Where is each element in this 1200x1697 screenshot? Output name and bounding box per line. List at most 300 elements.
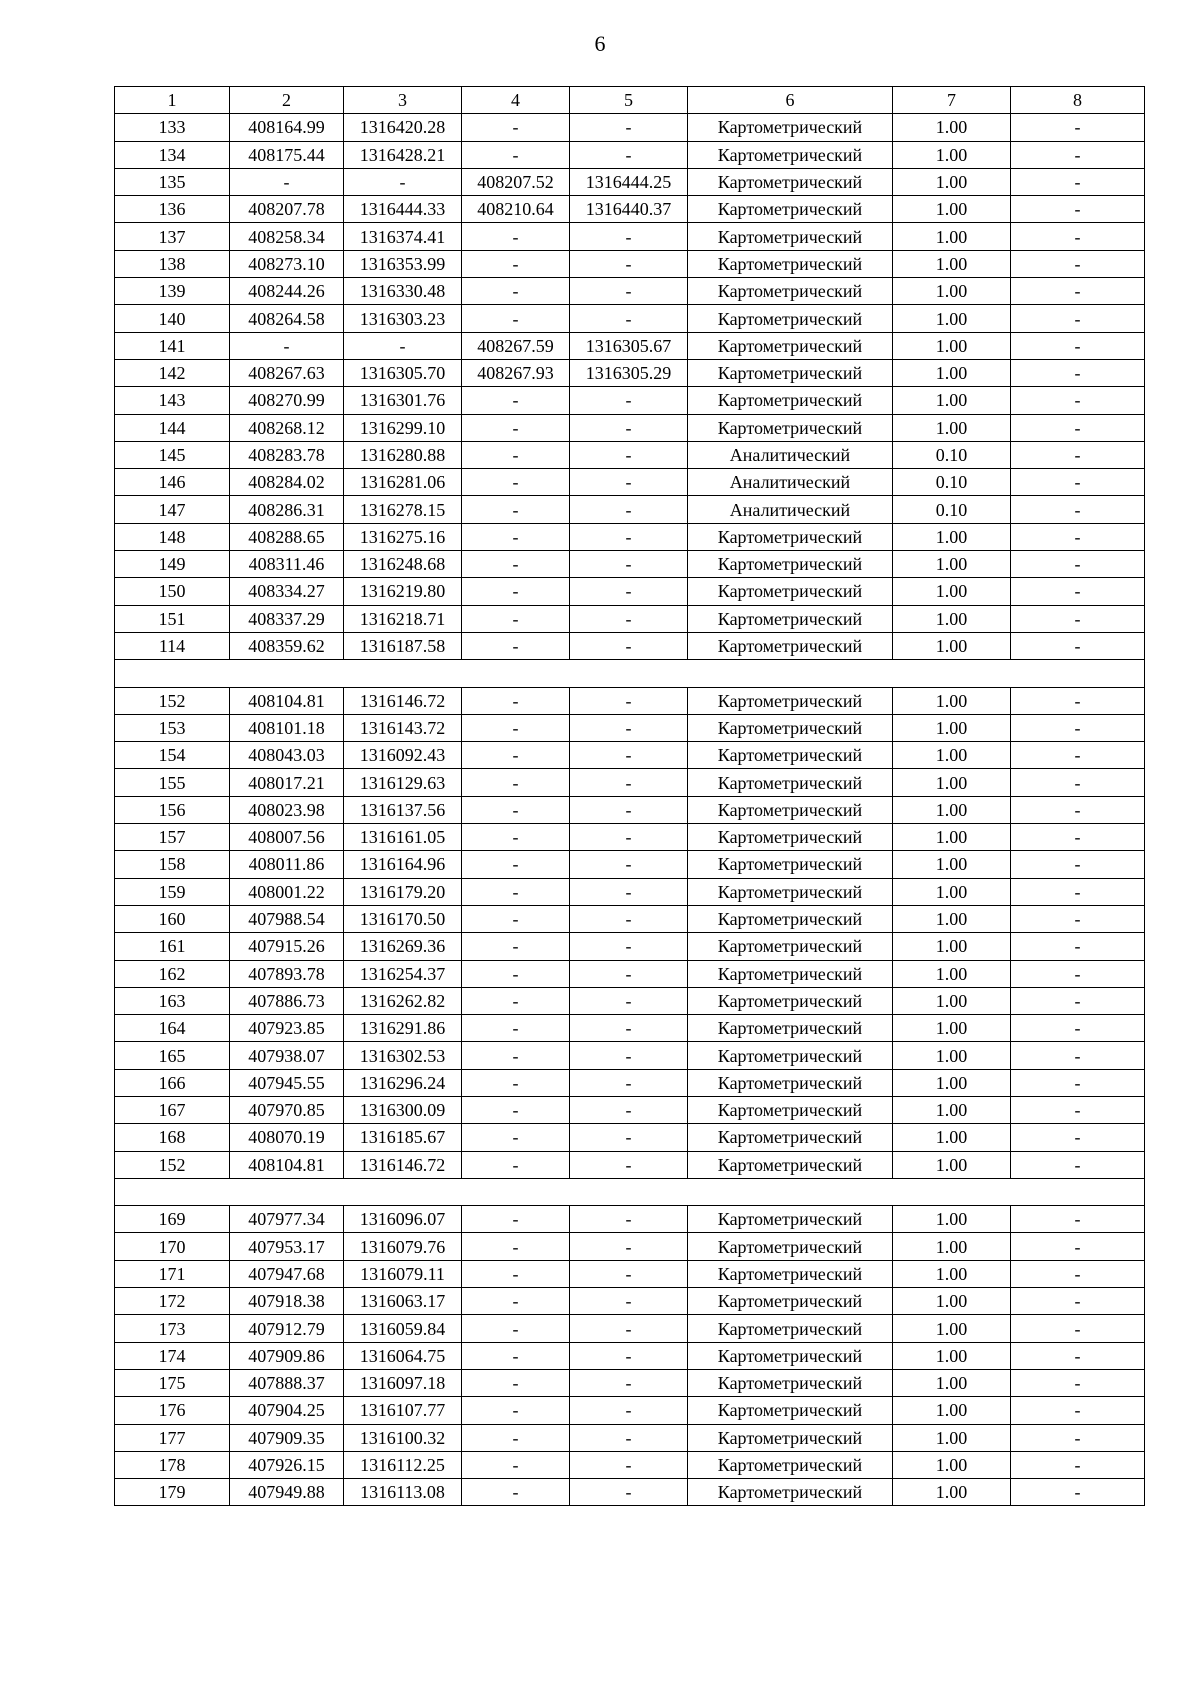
table-cell: 1316107.77 [344,1397,462,1424]
table-cell: - [1011,578,1145,605]
table-cell: 164 [115,1015,230,1042]
table-cell: - [462,387,570,414]
table-cell [230,1178,344,1205]
table-cell: 1.00 [893,1233,1011,1260]
table-cell: 168 [115,1124,230,1151]
table-cell: 1.00 [893,824,1011,851]
table-cell: - [462,469,570,496]
table-cell: - [1011,878,1145,905]
table-cell: Картометрический [688,141,893,168]
table-cell: 136 [115,196,230,223]
table-cell: 1316164.96 [344,851,462,878]
table-cell: 1.00 [893,878,1011,905]
table-cell: 1316353.99 [344,250,462,277]
table-cell: 1316444.33 [344,196,462,223]
table-row [115,1342,1145,1369]
table-cell: Картометрический [688,305,893,332]
table-cell: 1.00 [893,578,1011,605]
table-cell: 133 [115,114,230,141]
table-cell: - [462,987,570,1014]
table-cell: - [1011,168,1145,195]
table-cell: 167 [115,1096,230,1123]
table-cell: 165 [115,1042,230,1069]
table-cell: - [462,141,570,168]
table-cell: - [462,878,570,905]
table-cell: - [462,1260,570,1287]
table-cell: - [1011,632,1145,659]
table-cell: 1316296.24 [344,1069,462,1096]
table-cell: 1.00 [893,1288,1011,1315]
table-cell: - [1011,1042,1145,1069]
table-cell: 1316161.05 [344,824,462,851]
table-cell: 140 [115,305,230,332]
column-header: 4 [462,87,570,114]
table-cell: Аналитический [688,496,893,523]
table-cell: - [1011,441,1145,468]
table-row [115,414,1145,441]
table-cell: 162 [115,960,230,987]
table-cell: 175 [115,1369,230,1396]
table-cell: Картометрический [688,714,893,741]
table-cell: Картометрический [688,960,893,987]
table-cell [230,660,344,687]
table-cell: - [1011,1424,1145,1451]
table-cell: - [462,687,570,714]
table-cell: - [570,305,688,332]
table-cell: - [1011,523,1145,550]
table-cell: - [570,987,688,1014]
table-cell: 407953.17 [230,1233,344,1260]
table-cell: 408334.27 [230,578,344,605]
table-cell: - [462,605,570,632]
table-row [115,905,1145,932]
table-cell: - [1011,305,1145,332]
table-cell: 1316444.25 [570,168,688,195]
table-cell: - [570,523,688,550]
table-cell: 1.00 [893,223,1011,250]
table-cell: - [1011,1479,1145,1506]
table-cell: - [462,1315,570,1342]
table-cell: Картометрический [688,414,893,441]
column-header: 6 [688,87,893,114]
table-cell: 1.00 [893,1069,1011,1096]
table-cell: - [570,114,688,141]
table-cell: - [1011,1233,1145,1260]
table-cell: 408267.59 [462,332,570,359]
table-cell: 153 [115,714,230,741]
table-cell: 407945.55 [230,1069,344,1096]
table-cell: - [570,796,688,823]
table-cell: Картометрический [688,1315,893,1342]
table-cell: - [570,1397,688,1424]
table-row [115,1260,1145,1287]
table-cell: 408001.22 [230,878,344,905]
table-cell: Картометрический [688,905,893,932]
table-cell: - [1011,1315,1145,1342]
table-cell: - [570,605,688,632]
table-cell: 1316092.43 [344,742,462,769]
table-cell: - [570,878,688,905]
table-cell: 1316303.23 [344,305,462,332]
table-cell: 173 [115,1315,230,1342]
table-cell: 1.00 [893,387,1011,414]
table-cell: 408017.21 [230,769,344,796]
table-cell: - [462,523,570,550]
table-row [115,551,1145,578]
table-cell: - [1011,933,1145,960]
table-cell [893,660,1011,687]
table-cell: 1316129.63 [344,769,462,796]
table-row [115,1042,1145,1069]
table-row [115,469,1145,496]
table-cell: - [1011,1151,1145,1178]
table-cell: Картометрический [688,196,893,223]
table-cell: 1316170.50 [344,905,462,932]
table-row [115,960,1145,987]
table-cell: 408007.56 [230,824,344,851]
table-cell: - [570,1260,688,1287]
table-cell: - [1011,742,1145,769]
table-cell: 408258.34 [230,223,344,250]
table-cell: - [344,332,462,359]
table-cell [570,660,688,687]
table-cell: - [1011,141,1145,168]
table-cell: - [570,387,688,414]
table-cell: - [462,278,570,305]
table-cell: 1.00 [893,1315,1011,1342]
table-cell: 142 [115,359,230,386]
column-header: 7 [893,87,1011,114]
table-cell: 152 [115,1151,230,1178]
table-cell: Картометрический [688,687,893,714]
table-cell: 408268.12 [230,414,344,441]
table-cell: 0.10 [893,469,1011,496]
table-cell: 141 [115,332,230,359]
table-cell: 1.00 [893,250,1011,277]
table-cell: - [570,714,688,741]
table-cell: 1.00 [893,796,1011,823]
table-row [115,250,1145,277]
table-cell: - [1011,1124,1145,1151]
table-cell: 1.00 [893,332,1011,359]
table-cell: - [570,1096,688,1123]
table-row [115,496,1145,523]
table-cell [688,660,893,687]
table-cell: Картометрический [688,1369,893,1396]
table-cell: - [462,305,570,332]
table-cell: 151 [115,605,230,632]
table-row [115,523,1145,550]
table-cell: 1316262.82 [344,987,462,1014]
table-cell: 1.00 [893,1342,1011,1369]
table-cell: - [570,1315,688,1342]
table-row [115,824,1145,851]
table-row [115,1015,1145,1042]
table-cell: 1.00 [893,141,1011,168]
table-cell: - [462,1124,570,1151]
coordinates-table [114,86,1145,1506]
table-cell: 1.00 [893,1424,1011,1451]
table-cell: 407947.68 [230,1260,344,1287]
table-cell [115,660,230,687]
table-cell: 1316269.36 [344,933,462,960]
table-row [115,1451,1145,1478]
table-cell: Картометрический [688,987,893,1014]
table-cell: 1.00 [893,1096,1011,1123]
table-cell: Картометрический [688,632,893,659]
table-cell [1011,660,1145,687]
table-cell: - [1011,196,1145,223]
table-cell: 1316096.07 [344,1206,462,1233]
table-cell: 1.00 [893,987,1011,1014]
table-row [115,1096,1145,1123]
table-cell: 158 [115,851,230,878]
table-cell: - [570,1451,688,1478]
table-cell: - [1011,469,1145,496]
table-cell: - [570,1042,688,1069]
table-cell: - [462,578,570,605]
table-cell: - [1011,1342,1145,1369]
table-cell: Картометрический [688,1042,893,1069]
table-cell: 166 [115,1069,230,1096]
table-cell: 143 [115,387,230,414]
table-cell: - [462,960,570,987]
table-cell: - [570,905,688,932]
table-cell: 408043.03 [230,742,344,769]
table-cell: 1.00 [893,1451,1011,1478]
table-cell: 155 [115,769,230,796]
table-row [115,168,1145,195]
table-cell: 1316330.48 [344,278,462,305]
table-row [115,933,1145,960]
table-cell: 145 [115,441,230,468]
table-cell: 408270.99 [230,387,344,414]
table-cell: - [462,1369,570,1396]
table-cell [462,1178,570,1205]
table-cell: 408267.93 [462,359,570,386]
table-cell: 179 [115,1479,230,1506]
table-row [115,1124,1145,1151]
table-cell: 138 [115,250,230,277]
table-cell: 408267.63 [230,359,344,386]
table-cell: Картометрический [688,168,893,195]
table-cell: 407893.78 [230,960,344,987]
table-cell: - [570,414,688,441]
table-cell: - [462,1042,570,1069]
table-row [115,1151,1145,1178]
table-cell: 1.00 [893,687,1011,714]
table-row [115,278,1145,305]
table-row [115,1315,1145,1342]
table-cell: - [462,1424,570,1451]
table-body [115,114,1145,1506]
table-cell: - [1011,359,1145,386]
table-cell: 408104.81 [230,1151,344,1178]
table-cell: 1316187.58 [344,632,462,659]
column-header: 1 [115,87,230,114]
table-cell: 407904.25 [230,1397,344,1424]
table-row [115,1206,1145,1233]
table-cell: 159 [115,878,230,905]
table-cell: - [570,278,688,305]
table-cell: 1.00 [893,551,1011,578]
table-cell: 1316300.09 [344,1096,462,1123]
table-cell: 408244.26 [230,278,344,305]
table-cell [688,1178,893,1205]
table-cell: 154 [115,742,230,769]
table-cell: 1.00 [893,960,1011,987]
table-cell: - [462,1151,570,1178]
table-cell: 407926.15 [230,1451,344,1478]
table-cell: 1316146.72 [344,687,462,714]
table-cell: 1316179.20 [344,878,462,905]
table-cell: Картометрический [688,278,893,305]
table-cell: - [462,1451,570,1478]
table-cell: - [462,742,570,769]
table-cell: 407888.37 [230,1369,344,1396]
table-cell: 1.00 [893,1124,1011,1151]
table-cell: - [1011,605,1145,632]
table-cell: 407949.88 [230,1479,344,1506]
table-cell: 1316097.18 [344,1369,462,1396]
table-cell: 1316281.06 [344,469,462,496]
table-cell: 1316219.80 [344,578,462,605]
table-cell: 1316275.16 [344,523,462,550]
table-cell: - [570,141,688,168]
table-cell: 160 [115,905,230,932]
table-cell: 1.00 [893,114,1011,141]
table-cell: - [462,223,570,250]
table-cell: - [1011,851,1145,878]
table-cell: 149 [115,551,230,578]
table-cell: 1.00 [893,742,1011,769]
table-cell: - [1011,250,1145,277]
table-cell: - [344,168,462,195]
table-cell: 1316305.70 [344,359,462,386]
table-cell: 1316301.76 [344,387,462,414]
table-cell: 150 [115,578,230,605]
table-cell: - [570,687,688,714]
column-header: 5 [570,87,688,114]
table-cell: 1.00 [893,714,1011,741]
table-row [115,387,1145,414]
table-cell: 1316291.86 [344,1015,462,1042]
table-cell: - [462,632,570,659]
table-row [115,878,1145,905]
table-cell: Картометрический [688,1451,893,1478]
table-cell: - [1011,769,1145,796]
table-cell: - [1011,960,1145,987]
table-cell: Аналитический [688,469,893,496]
table-cell: - [1011,1069,1145,1096]
table-row [115,196,1145,223]
table-cell: - [230,168,344,195]
table-cell: 408283.78 [230,441,344,468]
table-cell: Картометрический [688,223,893,250]
table-cell: 1316254.37 [344,960,462,987]
table-cell: Картометрический [688,387,893,414]
table-cell: - [570,769,688,796]
table-cell: 408207.78 [230,196,344,223]
table-row [115,359,1145,386]
table-cell: Картометрический [688,1151,893,1178]
table-cell: 1316079.11 [344,1260,462,1287]
table-row [115,687,1145,714]
table-cell [344,660,462,687]
table-cell: 0.10 [893,441,1011,468]
table-cell: - [1011,1260,1145,1287]
table-cell: - [570,1151,688,1178]
table-cell: 1316112.25 [344,1451,462,1478]
table-cell: 408023.98 [230,796,344,823]
table-cell: 137 [115,223,230,250]
table-cell: 408070.19 [230,1124,344,1151]
table-cell: 178 [115,1451,230,1478]
table-cell: - [1011,905,1145,932]
page-number: 6 [594,31,606,56]
table-cell: 1.00 [893,359,1011,386]
table-cell: Картометрический [688,1206,893,1233]
table-cell: 1316248.68 [344,551,462,578]
table-cell: Картометрический [688,1424,893,1451]
table-cell: - [570,632,688,659]
table-row [115,1069,1145,1096]
table-cell: 1316059.84 [344,1315,462,1342]
table-cell: Картометрический [688,1069,893,1096]
table-cell: - [230,332,344,359]
table-cell: Картометрический [688,1288,893,1315]
table-cell: 1316305.67 [570,332,688,359]
table-cell: 407912.79 [230,1315,344,1342]
table-cell: - [570,824,688,851]
table-header-row [115,87,1145,114]
table-cell: - [570,469,688,496]
table-row [115,441,1145,468]
table-cell: - [570,1233,688,1260]
table-row [115,305,1145,332]
table-cell: 407923.85 [230,1015,344,1042]
table-cell: - [570,441,688,468]
table-cell: 1.00 [893,605,1011,632]
table-cell: 156 [115,796,230,823]
table-row [115,714,1145,741]
table-cell: - [570,1424,688,1451]
table-cell [115,1178,230,1205]
table-cell: Картометрический [688,1124,893,1151]
table-cell: - [462,1397,570,1424]
table-cell: - [570,578,688,605]
table-row [115,1424,1145,1451]
table-cell: - [462,1288,570,1315]
table-cell: 1.00 [893,1151,1011,1178]
column-header: 3 [344,87,462,114]
table-cell: 1316143.72 [344,714,462,741]
table-cell: Картометрический [688,742,893,769]
table-cell: - [1011,1015,1145,1042]
table-cell: 1316137.56 [344,796,462,823]
table-cell: - [570,851,688,878]
table-cell: 407909.86 [230,1342,344,1369]
table-cell: 176 [115,1397,230,1424]
table-row [115,742,1145,769]
table-separator-row [115,660,1145,687]
table-cell: 1.00 [893,933,1011,960]
table-cell: 1.00 [893,769,1011,796]
table-row [115,1369,1145,1396]
table-cell: - [462,1342,570,1369]
table-cell: - [570,1206,688,1233]
table-cell: - [1011,114,1145,141]
